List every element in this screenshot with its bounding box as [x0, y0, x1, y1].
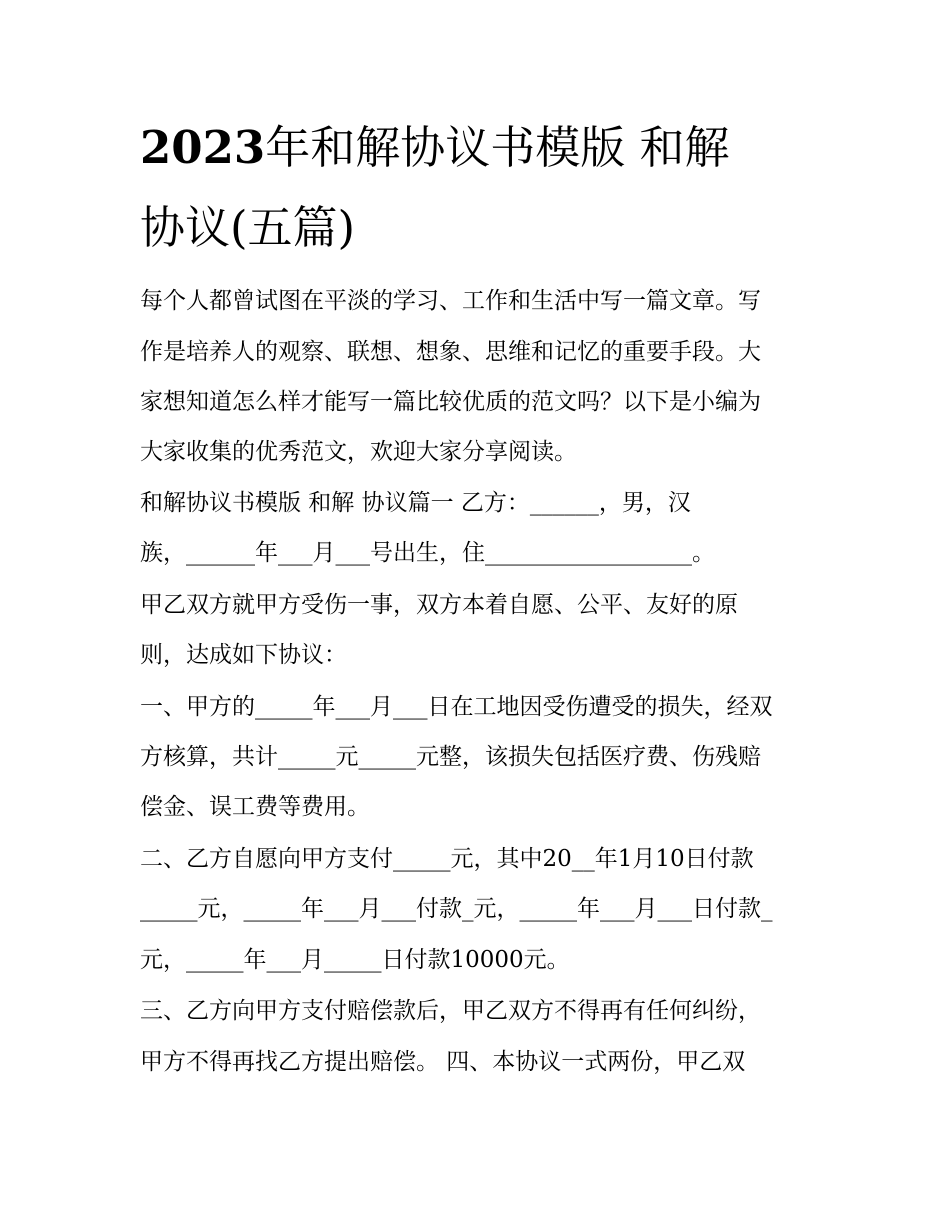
body-line: 元，_____年___月_____日付款10000元。 — [140, 947, 570, 973]
body-line: 作是培养人的观察、联想、想象、思维和记忆的重要手段。大 — [140, 339, 761, 365]
title-line2: 协议(五篇) — [140, 201, 356, 254]
body-line: 和解协议书模版 和解 协议篇一 乙方：______，男，汉 — [140, 490, 691, 516]
body-line: 三、乙方向甲方支付赔偿款后，甲乙双方不得再有任何纠纷， — [140, 998, 761, 1024]
body-line: _____元，_____年___月___付款_元，_____年___月___日付款_ — [140, 896, 773, 922]
body-line: 大家收集的优秀范文，欢迎大家分享阅读。 — [140, 439, 577, 465]
title-year: 2023 — [140, 121, 266, 174]
body-line: 每个人都曾试图在平淡的学习、工作和生活中写一篇文章。写 — [140, 288, 761, 314]
body-line: 二、乙方自愿向甲方支付_____元，其中20__年1月10日付款 — [140, 846, 754, 872]
title-line1-rest: 年和解协议书模版 和解 — [265, 121, 730, 174]
body-line: 方核算，共计_____元_____元整，该损失包括医疗费、伤残赔 — [140, 744, 761, 770]
body-line: 则，达成如下协议： — [140, 642, 347, 668]
body-line: 家想知道怎么样才能写一篇比较优质的范文吗？以下是小编为 — [140, 389, 761, 415]
document-title — [140, 108, 820, 268]
body-line: 甲乙双方就甲方受伤一事，双方本着自愿、公平、友好的原 — [140, 592, 738, 618]
body-line: 族，______年___月___号出生，住__________________。 — [140, 540, 715, 566]
body-line: 偿金、误工费等费用。 — [140, 794, 370, 820]
body-line: 甲方不得再找乙方提出赔偿。 四、本协议一式两份，甲乙双 — [140, 1049, 746, 1075]
body-line: 一、甲方的_____年___月___日在工地因受伤遭受的损失，经双 — [140, 694, 773, 720]
